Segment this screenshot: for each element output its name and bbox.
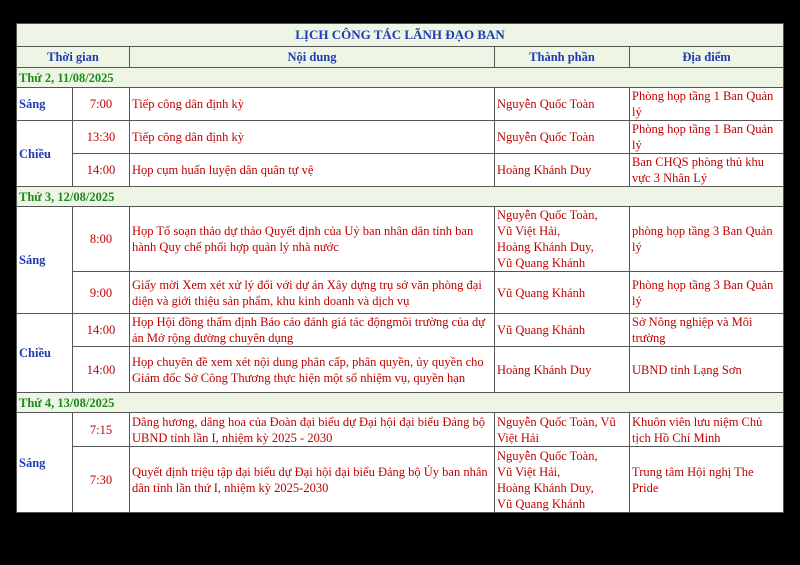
header-time: Thời gian [17,47,130,68]
content-cell: Họp Hội đồng thẩm định Báo cáo đánh giá tác độngmôi trường của dự án Mở rộng đường chuyên dụng [130,314,495,347]
place-line: lý [632,138,642,152]
place-line: lý [632,240,642,254]
place-line: Trung tâm Hội nghị The [632,464,754,479]
place-line: tịch Hồ Chí Minh [632,430,721,445]
day-row [17,68,784,88]
schedule-table [16,23,784,513]
time-cell: 7:00 [73,88,130,121]
content-cell: Họp chuyên đề xem xét nội dung phân cấp, phân quyền, ủy quyền cho Giám đốc Sở Công Thương thực hiện một số nhiệm vụ, quyền hạn [130,347,495,393]
members-cell [495,413,630,447]
member-line: Vũ Quang Khánh [497,285,586,300]
time-cell: 14:00 [73,314,130,347]
session-label: Sáng [17,413,73,513]
header-members: Thành phần [495,47,630,68]
schedule-row [17,314,784,347]
member-line: Hoàng Khánh Duy [497,362,592,377]
time-cell: 14:00 [73,154,130,187]
schedule-row [17,207,784,272]
member-line: Vũ Quang Khánh [497,496,586,511]
member-line: Vũ Quang Khánh [497,256,586,270]
session-label: Chiều [17,314,73,393]
member-line: Nguyễn Quốc Toàn, [497,208,598,222]
member-line: Vũ Việt Hải, [497,464,561,479]
member-line: Nguyễn Quốc Toàn [497,97,595,111]
member-line: Hoàng Khánh Duy, [497,480,594,495]
place-line: trường [632,331,666,345]
place-line: lý [632,293,642,308]
members-cell [495,447,630,513]
content-cell: Giấy mời Xem xét xử lý đối với dự án Xây dựng trụ sở văn phòng đại diện và giới thiệu sản phẩm, khu kinh doanh và dịch vụ [130,272,495,314]
title-row [17,24,784,47]
place-line: UBND tỉnh Lạng Sơn [632,362,742,377]
place-cell [630,413,784,447]
members-cell [495,88,630,121]
place-line: vực 3 Nhân Lý [632,171,708,185]
day-row [17,393,784,413]
schedule-row [17,154,784,187]
day-row [17,187,784,207]
time-cell: 13:30 [73,121,130,154]
day-label: Thứ 3, 12/08/2025 [17,187,784,207]
member-line: Hoàng Khánh Duy, [497,240,594,254]
place-line: phòng họp tầng 3 Ban Quản [632,224,773,238]
member-line: Hoàng Khánh Duy [497,163,592,177]
place-line: Phòng họp tầng 3 Ban Quản [632,277,774,292]
place-cell [630,347,784,393]
member-line: Nguyễn Quốc Toàn, [497,448,598,463]
schedule-row [17,272,784,314]
day-label: Thứ 2, 11/08/2025 [17,68,784,88]
schedule-sheet [16,23,783,513]
members-cell [495,347,630,393]
place-line: Pride [632,480,659,495]
members-cell [495,121,630,154]
header-row [17,47,784,68]
place-cell [630,121,784,154]
place-line: Phòng họp tầng 1 Ban Quản [632,89,774,103]
schedule-row [17,447,784,513]
schedule-row [17,347,784,393]
header-content: Nội dung [130,47,495,68]
place-cell [630,447,784,513]
place-line: Sở Nông nghiệp và Môi [632,315,753,329]
schedule-row [17,88,784,121]
schedule-row [17,121,784,154]
member-line: Vũ Quang Khánh [497,323,586,337]
content-cell: Tiếp công dân định kỳ [130,88,495,121]
place-line: Khuôn viên lưu niệm Chủ [632,414,763,429]
page-title: LỊCH CÔNG TÁC LÃNH ĐẠO BAN [17,24,784,47]
content-cell: Quyết định triệu tập đại biểu dự Đại hội đại biểu Đảng bộ Ủy ban nhân dân tỉnh lần thứ I, nhiệm kỳ 2025-2030 [130,447,495,513]
content-cell: Họp Tổ soạn thảo dự thảo Quyết định của Uỷ ban nhân dân tỉnh ban hành Quy chế phối hợp quản lý nhà nước [130,207,495,272]
time-cell: 14:00 [73,347,130,393]
time-cell: 8:00 [73,207,130,272]
member-line: Việt Hải [497,430,539,445]
place-line: Ban CHQS phòng thủ khu [632,155,764,169]
place-cell [630,154,784,187]
schedule-row [17,413,784,447]
member-line: Vũ Việt Hải, [497,224,561,238]
day-label: Thứ 4, 13/08/2025 [17,393,784,413]
place-cell [630,207,784,272]
member-line: Nguyễn Quốc Toàn [497,130,595,144]
member-line: Nguyễn Quốc Toàn, Vũ [497,414,616,429]
session-label: Chiều [17,121,73,187]
place-cell [630,314,784,347]
members-cell [495,154,630,187]
members-cell [495,314,630,347]
session-label: Sáng [17,88,73,121]
place-cell [630,88,784,121]
content-cell: Tiếp công dân định kỳ [130,121,495,154]
members-cell [495,207,630,272]
session-label: Sáng [17,207,73,314]
time-cell: 7:30 [73,447,130,513]
members-cell [495,272,630,314]
time-cell: 7:15 [73,413,130,447]
header-place: Địa điểm [630,47,784,68]
time-cell: 9:00 [73,272,130,314]
content-cell: Dâng hương, dâng hoa của Đoàn đại biểu dự Đại hội đại biểu Đảng bộ UBND tỉnh lần I, nhiệm kỳ 2025 - 2030 [130,413,495,447]
content-cell: Họp cụm huấn luyện dân quân tự vệ [130,154,495,187]
place-line: Phòng họp tầng 1 Ban Quản [632,122,774,136]
place-line: lý [632,105,642,119]
place-cell [630,272,784,314]
